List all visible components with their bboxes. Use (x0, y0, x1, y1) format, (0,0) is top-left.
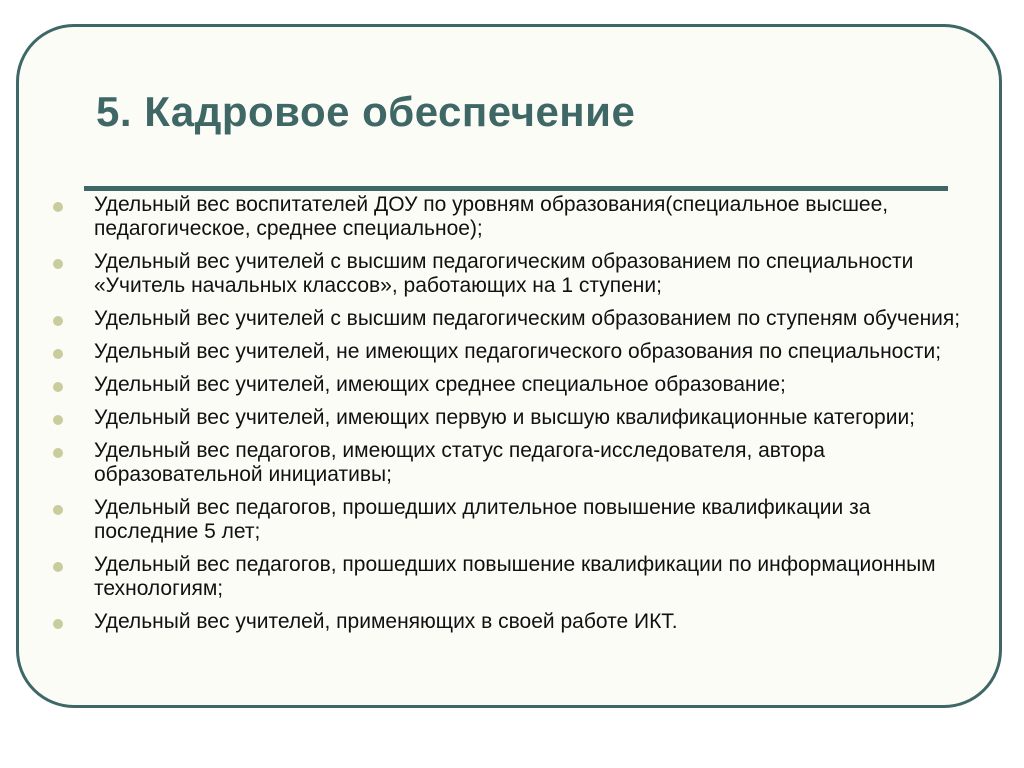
slide-title: 5. Кадровое обеспечение (96, 88, 636, 135)
list-item-text: Удельный вес учителей с высшим педагогическим образованием по специальности «Учитель начальных классов», работающих на 1 ступени; (94, 250, 914, 297)
list-item (50, 610, 980, 634)
bullet-dot-icon (53, 202, 63, 212)
bullet-dot-icon (53, 382, 63, 392)
list-item (50, 250, 980, 298)
list-item (50, 373, 980, 397)
list-item (50, 553, 980, 601)
bullet-dot-icon (53, 259, 63, 269)
list-item (50, 193, 980, 241)
list-item-text: Удельный вес учителей, имеющих первую и высшую квалификационные категории; (94, 406, 916, 429)
list-item-text: Удельный вес учителей, имеющих среднее специальное образование; (94, 373, 786, 396)
bullet-dot-icon (53, 619, 63, 629)
list-item (50, 340, 980, 364)
bullet-dot-icon (53, 448, 63, 458)
list-item (50, 307, 980, 331)
bullet-dot-icon (53, 505, 63, 515)
list-item (50, 406, 980, 430)
list-item-text: Удельный вес учителей с высшим педагогическим образованием по ступеням обучения; (94, 307, 961, 330)
bullet-dot-icon (53, 316, 63, 326)
bullet-dot-icon (53, 562, 63, 572)
bullet-list (50, 193, 980, 643)
list-item-text: Удельный вес педагогов, имеющих статус педагога-исследователя, автора образовательной инициативы; (94, 439, 825, 486)
title-underline (84, 186, 948, 191)
list-item-text: Удельный вес учителей, не имеющих педагогического образования по специальности; (94, 340, 942, 363)
list-item-text: Удельный вес педагогов, прошедших длительное повышение квалификации за последние 5 лет; (94, 496, 871, 543)
list-item-text: Удельный вес учителей, применяющих в своей работе ИКТ. (94, 610, 678, 633)
bullet-dot-icon (53, 349, 63, 359)
list-item (50, 439, 980, 487)
bullet-dot-icon (53, 415, 63, 425)
list-item-text: Удельный вес воспитателей ДОУ по уровням образования(специальное высшее, педагогическое, среднее специальное); (94, 193, 889, 240)
list-item-text: Удельный вес педагогов, прошедших повышение квалификации по информационным технологиям; (94, 553, 936, 600)
list-item (50, 496, 980, 544)
